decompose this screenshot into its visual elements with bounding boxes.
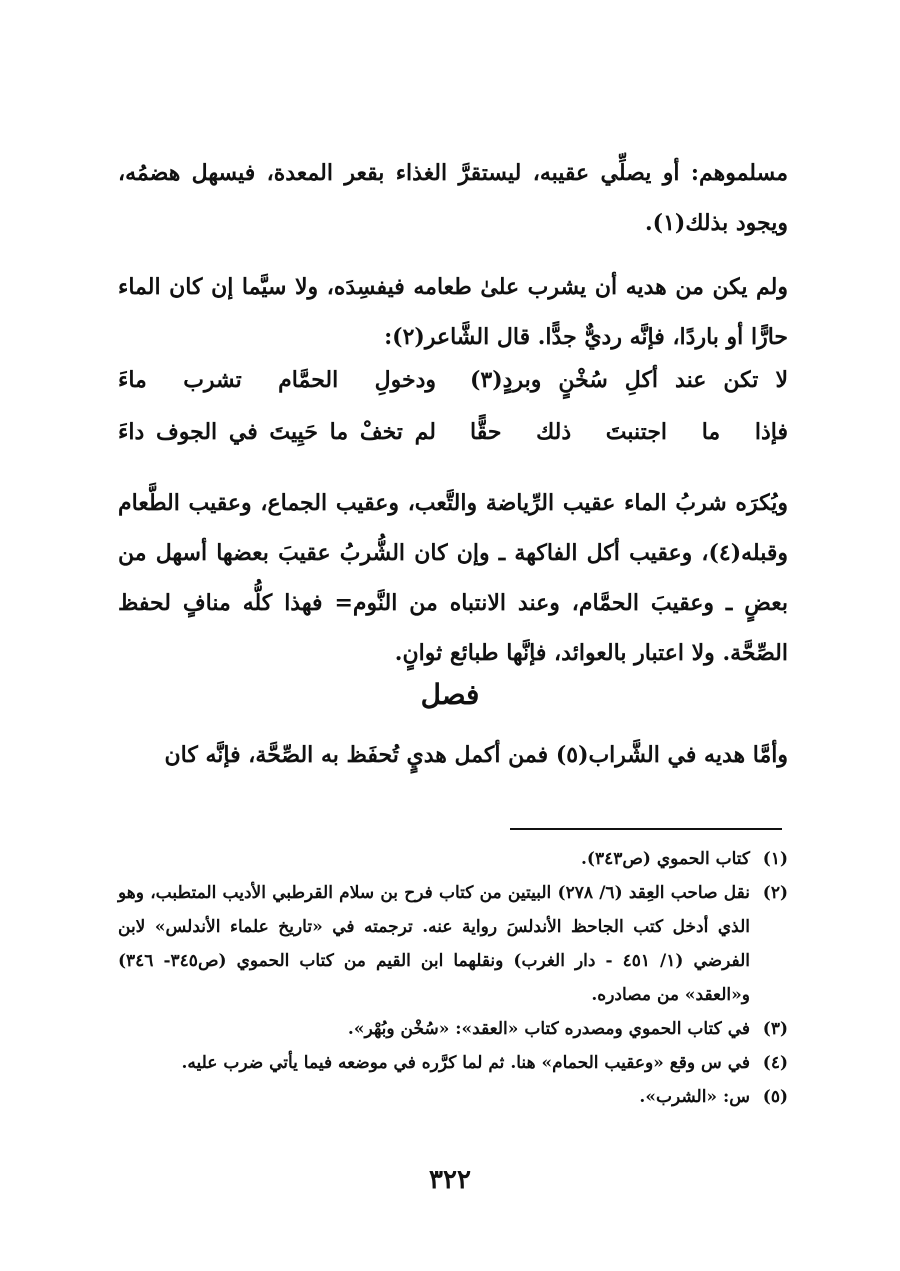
paragraph-1: مسلموهم: أو يصلِّي عقيبه، ليستقرَّ الغذاء بقعر المعدة، فيسهل هضمُه، ويجود بذلك(١).	[118, 160, 788, 236]
footnote-text: في كتاب الحموي ومصدره كتاب «العقد»: «سُخْن وبُهْر».	[347, 1019, 750, 1039]
footnote-text: في س وقع «وعقيب الحمام» هنا. ثم لما كرَّره في موضعه فيما يأتي ضرب عليه.	[181, 1053, 750, 1073]
paragraph-3: ويُكرَه شربُ الماء عقيب الرِّياضة والتَّعب، وعقيب الجماع، وعقيب الطَّعام وقبله(٤)، وعقيب أكل الفاكهة ـ وإن كان الشُّربُ عقيبَ بعضها أسهل من بعضٍ ـ وعقيبَ الحمَّام، وعند الانتباه من النَّوم= فهذا كلُّه منافٍ لحفظ الصِّحَّة. ولا اعتبار بالعوائد، فإنَّها طبائع ثوانٍ.	[118, 490, 788, 666]
verse-2-first-hemistich: فإذا ما اجتنبتَ ذلك حقًّا	[470, 419, 788, 445]
footnote-1	[118, 842, 788, 876]
footnote-number: (١)	[762, 849, 788, 869]
footnotes	[118, 842, 788, 1114]
footnote-2	[118, 876, 788, 1012]
footnote-text: كتاب الحموي (ص٣٤٣).	[580, 849, 750, 869]
verse-1-second-hemistich: ودخولِ الحمَّام تشرب ماءَ	[118, 367, 436, 393]
footnote-5	[118, 1080, 788, 1114]
verse-2	[118, 408, 788, 460]
footnote-text: نقل صاحب العِقد (٦/ ٢٧٨) البيتين من كتاب فرح بن سلام القرطبي الأديب المتطبب، وهو الذي أدخل كتب الجاحظ الأندلسَ رواية عنه. ترجمته في «تاريخ علماء الأندلس» لابن الفرضي (١/ ٤٥١ - دار الغرب) ونقلهما ابن القيم من كتاب الحموي (ص٣٤٥- ٣٤٦) و«العقد» من مصادره.	[118, 883, 750, 1005]
footnote-number: (٣)	[762, 1019, 788, 1039]
poem-verses	[118, 356, 788, 460]
verse-1-first-hemistich: لا تكن عند أكلِ سُخْنٍ وبردٍ(٣)	[470, 367, 788, 393]
footnote-3	[118, 1012, 788, 1046]
footnote-text: س: «الشرب».	[639, 1087, 750, 1107]
footnote-4	[118, 1046, 788, 1080]
footnote-number: (٤)	[762, 1053, 788, 1073]
footnote-number: (٢)	[762, 883, 788, 903]
page-number: ٣٢٢	[429, 1165, 471, 1195]
section-title: فصل	[420, 678, 480, 711]
footnote-number: (٥)	[762, 1087, 788, 1107]
verse-1	[118, 356, 788, 408]
paragraph-4: وأمَّا هديه في الشَّراب(٥) فمن أكمل هديٍ تُحفَظ به الصِّحَّة، فإنَّه كان	[164, 742, 788, 768]
footnote-divider	[510, 828, 782, 830]
paragraph-2: ولم يكن من هديه أن يشرب علىٰ طعامه فيفسِدَه، ولا سيَّما إن كان الماء حارًّا أو باردًا، فإنَّه رديٌّ جدًّا. قال الشَّاعر(٢):	[118, 274, 789, 350]
verse-2-second-hemistich: لم تخفْ ما حَيِيتَ في الجوف داءَ	[118, 419, 436, 445]
